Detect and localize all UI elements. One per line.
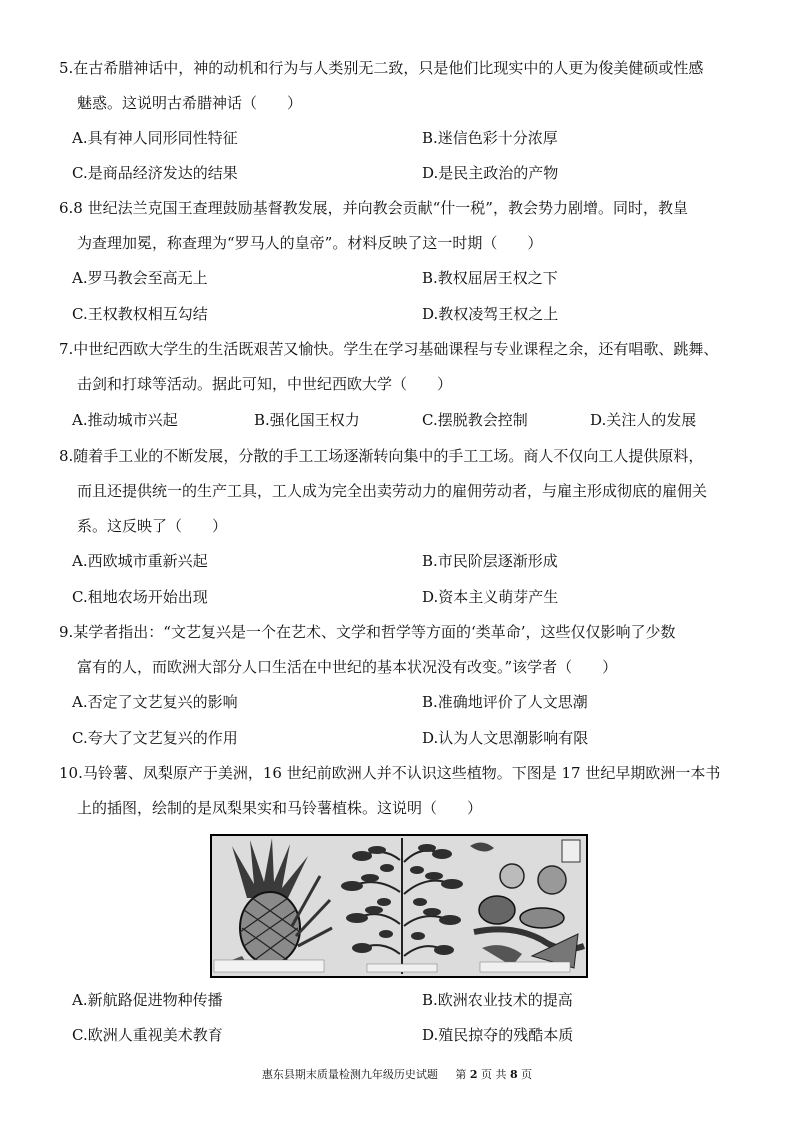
q6-option-b: B.教权屈居王权之下 bbox=[422, 269, 558, 287]
q9-option-a: A.否定了文艺复兴的影响 bbox=[72, 693, 238, 711]
page-footer bbox=[0, 1068, 794, 1082]
q7-option-d: D.关注人的发展 bbox=[590, 411, 697, 429]
q7-stem-line2: 击剑和打球等活动。据此可知，中世纪西欧大学（ ） bbox=[77, 375, 453, 393]
q8-stem-line2: 而且还提供统一的生产工具，工人成为完全出卖劳动力的雇佣劳动者，与雇主形成彻底的雇佣关 bbox=[77, 482, 708, 500]
q6-option-a: A.罗马教会至高无上 bbox=[72, 269, 208, 287]
q6-option-d: D.教权凌驾王权之上 bbox=[422, 305, 559, 323]
q10-option-b: B.欧洲农业技术的提高 bbox=[422, 991, 573, 1009]
q9-option-b: B.准确地评价了人文思潮 bbox=[422, 693, 588, 711]
q9-stem-line2: 富有的人，而欧洲大部分人口生活在中世纪的基本状况没有改变。”该学者（ ） bbox=[77, 658, 618, 676]
q5-stem-line2: 魅惑。这说明古希腊神话（ ） bbox=[77, 94, 303, 112]
q5-option-c: C.是商品经济发达的结果 bbox=[72, 164, 238, 182]
q5-option-b: B.迷信色彩十分浓厚 bbox=[422, 129, 558, 147]
pineapple-potato-illustration bbox=[210, 834, 588, 978]
q9-option-d: D.认为人文思潮影响有限 bbox=[422, 729, 589, 747]
q10-option-d: D.殖民掠夺的残酷本质 bbox=[422, 1026, 574, 1044]
q5-option-d: D.是民主政治的产物 bbox=[422, 164, 559, 182]
q10-stem-line2: 上的插图，绘制的是凤梨果实和马铃薯植株。这说明（ ） bbox=[77, 799, 483, 817]
footer-exam-title: 惠东县期末质量检测九年级历史试题 bbox=[261, 1068, 438, 1081]
q10-option-c: C.欧洲人重视美术教育 bbox=[72, 1026, 223, 1044]
footer-page-total: 8 bbox=[509, 1068, 518, 1081]
q8-option-b: B.市民阶层逐渐形成 bbox=[422, 552, 558, 570]
q7-option-b: B.强化国王权力 bbox=[254, 411, 360, 429]
q10-stem-line1: 10.马铃薯、凤梨原产于美洲，16 世纪前欧洲人并不认识这些植物。下图是 17 世纪早期欧洲一本书 bbox=[59, 764, 721, 782]
q10-option-a: A.新航路促进物种传播 bbox=[72, 991, 223, 1009]
footer-page-mid: 页 共 bbox=[480, 1068, 507, 1081]
q6-stem-line2: 为查理加冕，称查理为“罗马人的皇帝”。材料反映了这一时期（ ） bbox=[77, 234, 543, 252]
q5-option-a: A.具有神人同形同性特征 bbox=[72, 129, 238, 147]
footer-page-current: 2 bbox=[469, 1068, 478, 1081]
q7-option-a: A.推动城市兴起 bbox=[72, 411, 178, 429]
q8-stem-line1: 8.随着手工业的不断发展，分散的手工工场逐渐转向集中的手工工场。商人不仅向工人提供原料， bbox=[59, 447, 704, 465]
q6-option-c: C.王权教权相互勾结 bbox=[72, 305, 208, 323]
footer-page-suffix: 页 bbox=[521, 1068, 533, 1081]
q6-stem-line1: 6.8 世纪法兰克国王查理鼓励基督教发展，并向教会贡献“什一税”，教会势力剧增。同时，教皇 bbox=[59, 199, 688, 217]
q9-option-c: C.夸大了文艺复兴的作用 bbox=[72, 729, 238, 747]
q7-option-c: C.摆脱教会控制 bbox=[422, 411, 528, 429]
q7-stem-line1: 7.中世纪西欧大学生的生活既艰苦又愉快。学生在学习基础课程与专业课程之余，还有唱歌、跳舞、 bbox=[59, 340, 719, 358]
q8-option-c: C.租地农场开始出现 bbox=[72, 588, 208, 606]
q8-option-a: A.西欧城市重新兴起 bbox=[72, 552, 208, 570]
q5-stem-line1: 5.在古希腊神话中，神的动机和行为与人类别无二致，只是他们比现实中的人更为俊美健硕或性感 bbox=[59, 59, 704, 77]
footer-page-prefix: 第 bbox=[455, 1068, 467, 1081]
q8-option-d: D.资本主义萌芽产生 bbox=[422, 588, 559, 606]
q8-stem-line3: 系。这反映了（ ） bbox=[77, 517, 228, 535]
q9-stem-line1: 9.某学者指出：“文艺复兴是一个在艺术、文学和哲学等方面的‘类革命’，这些仅仅影响了少数 bbox=[59, 623, 676, 641]
